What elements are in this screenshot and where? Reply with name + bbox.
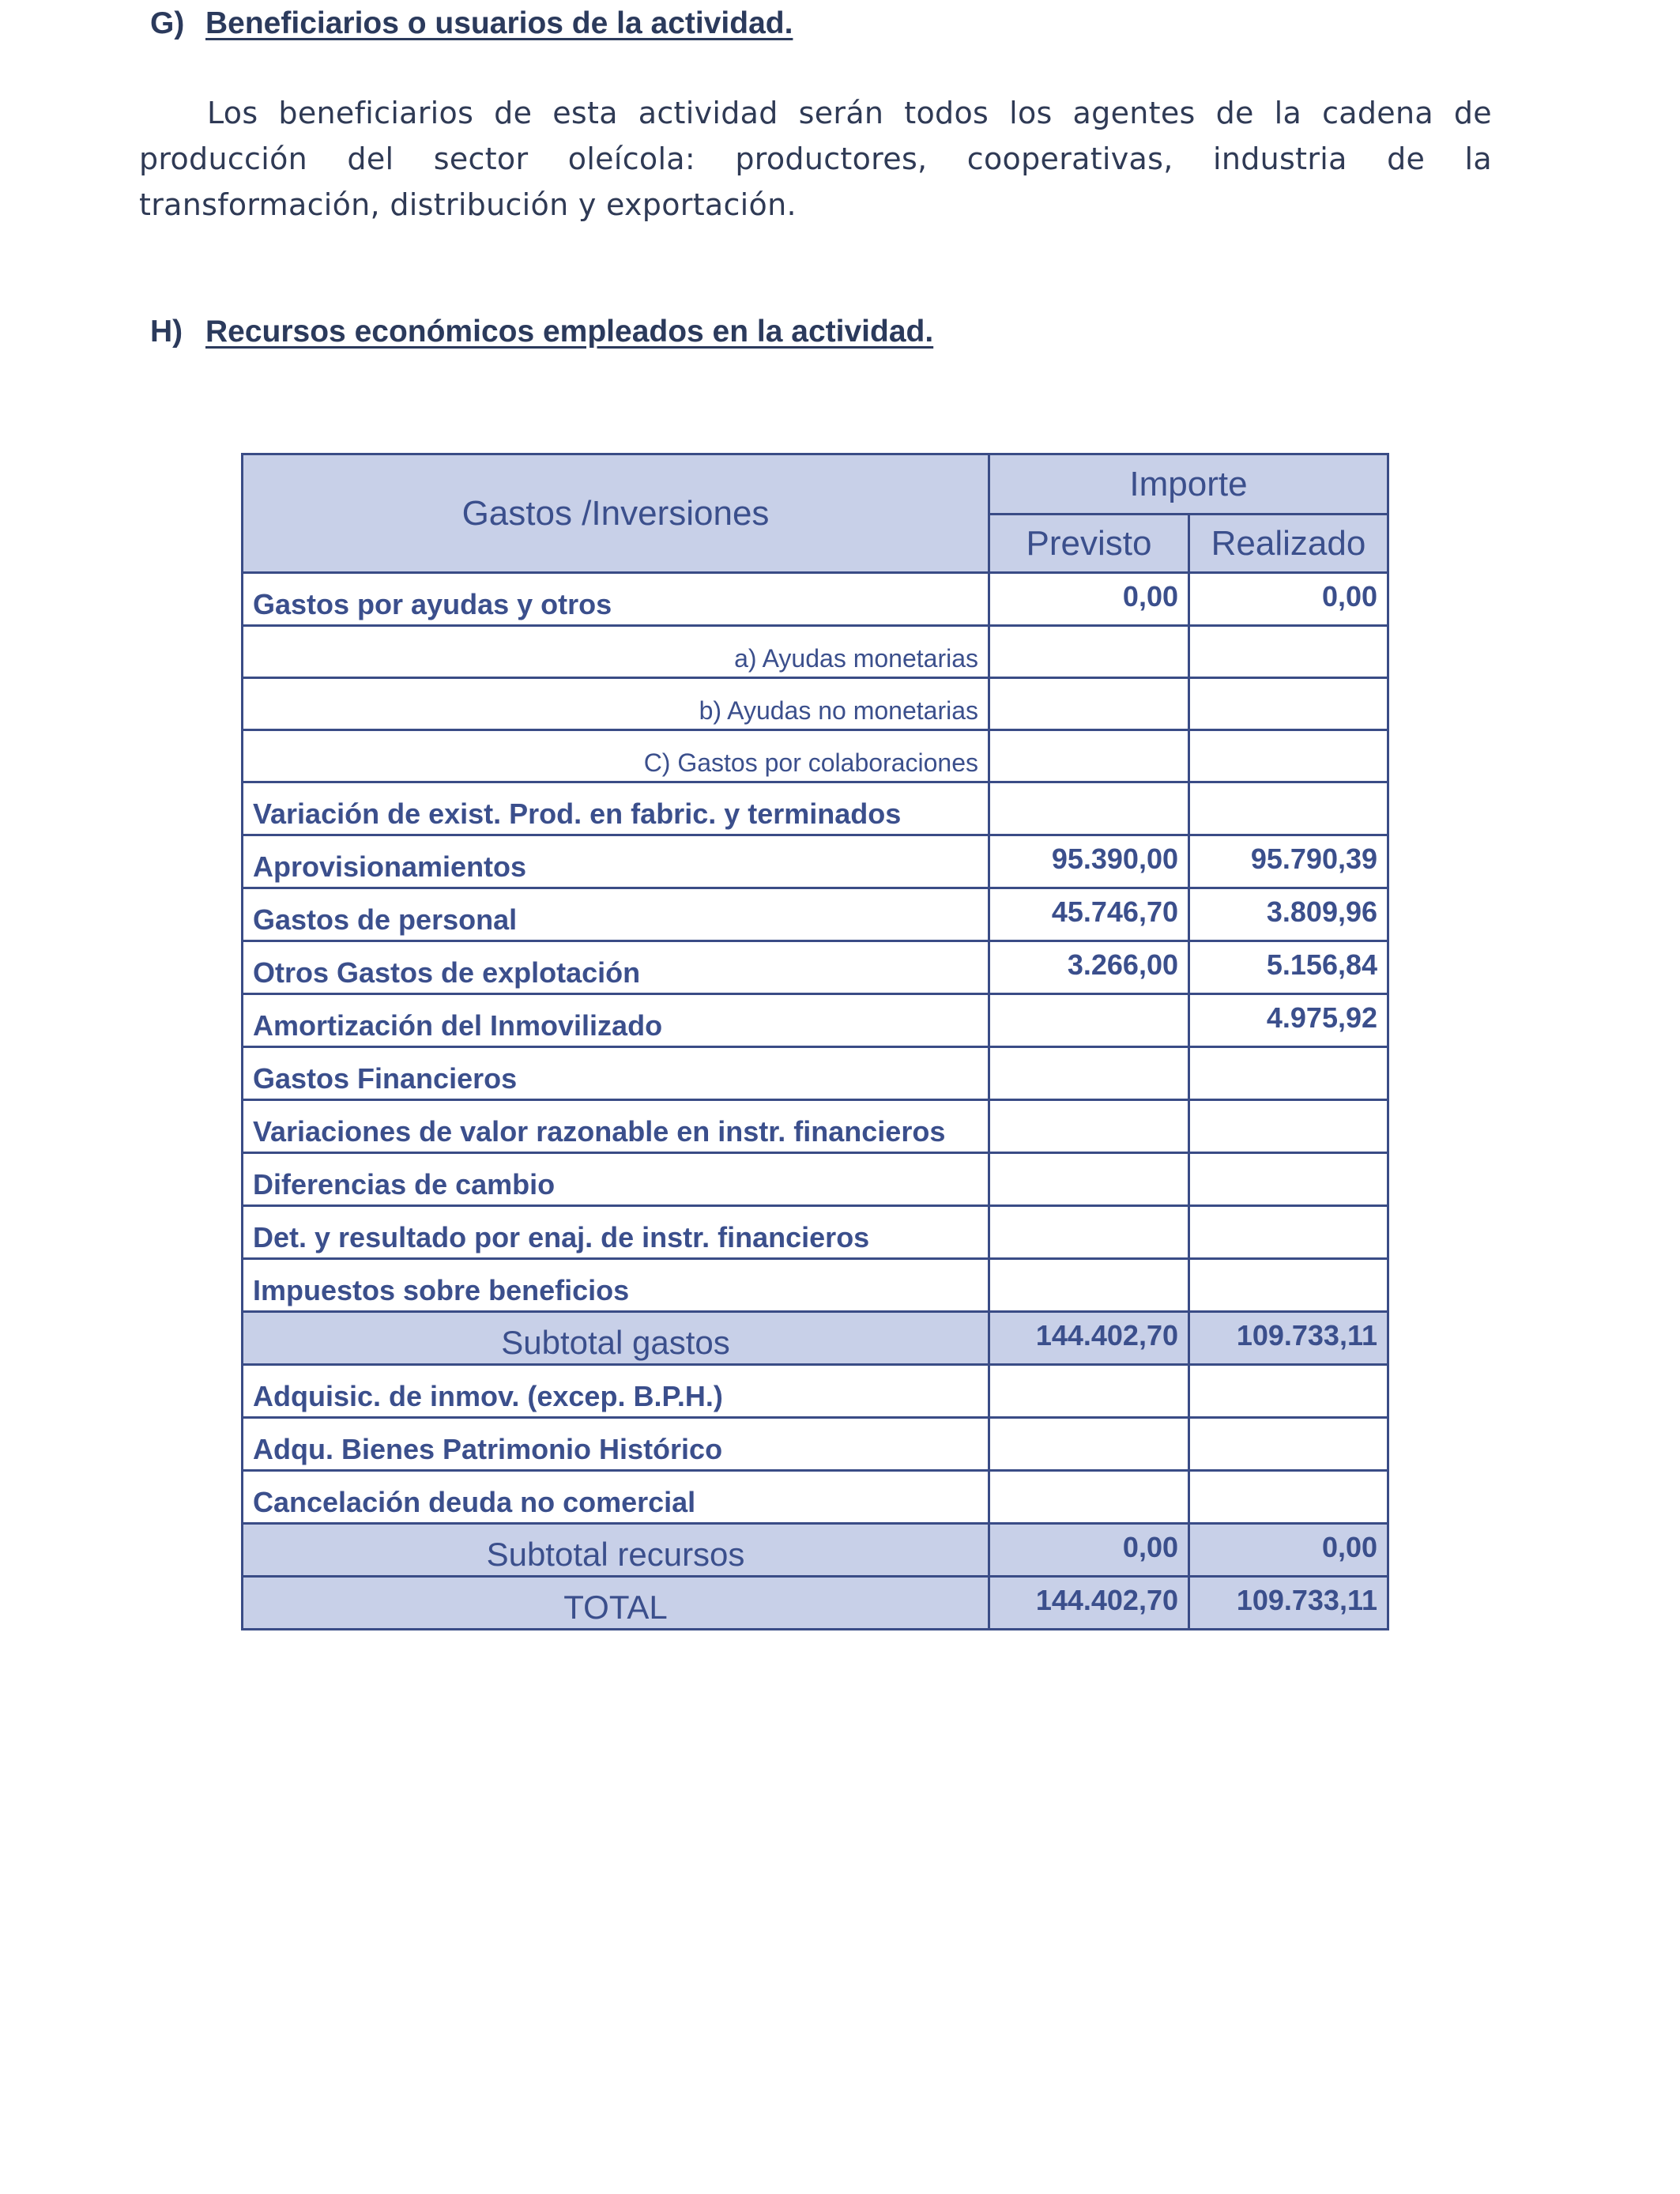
row-previsto xyxy=(989,1206,1189,1259)
table-row xyxy=(243,573,1388,626)
row-realizado: 95.790,39 xyxy=(1189,835,1388,888)
row-previsto: 144.402,70 xyxy=(989,1577,1189,1630)
table-row xyxy=(243,941,1388,994)
section-h-title: Recursos económicos empleados en la actividad. xyxy=(205,315,934,349)
section-g-title: Beneficiarios o usuarios de la actividad. xyxy=(205,6,793,40)
row-label: Cancelación deuda no comercial xyxy=(243,1471,989,1524)
row-previsto xyxy=(989,1047,1189,1100)
section-g-heading xyxy=(150,6,793,41)
row-label: Otros Gastos de explotación xyxy=(243,941,989,994)
table-row xyxy=(243,626,1388,678)
row-realizado xyxy=(1189,1471,1388,1524)
table-row xyxy=(243,1259,1388,1312)
row-previsto xyxy=(989,1100,1189,1153)
table-row xyxy=(243,730,1388,782)
row-label: b) Ayudas no monetarias xyxy=(243,678,989,730)
row-previsto xyxy=(989,994,1189,1047)
total-row xyxy=(243,1577,1388,1630)
row-realizado xyxy=(1189,730,1388,782)
row-realizado: 109.733,11 xyxy=(1189,1577,1388,1630)
row-previsto xyxy=(989,782,1189,835)
row-realizado: 109.733,11 xyxy=(1189,1312,1388,1365)
row-previsto: 0,00 xyxy=(989,1524,1189,1577)
row-realizado xyxy=(1189,1259,1388,1312)
row-realizado xyxy=(1189,1418,1388,1471)
section-g-paragraph: Los beneficiarios de esta actividad serán todos los agentes de la cadena de producción del sector oleícola: productores, cooperativas, industria de la transformación, distribución y exportación. xyxy=(139,96,1492,222)
row-label: Aprovisionamientos xyxy=(243,835,989,888)
table-row xyxy=(243,1418,1388,1471)
row-previsto xyxy=(989,1418,1189,1471)
row-realizado: 0,00 xyxy=(1189,1524,1388,1577)
row-previsto: 3.266,00 xyxy=(989,941,1189,994)
subtotal-recursos-row xyxy=(243,1524,1388,1577)
table-row xyxy=(243,1365,1388,1418)
row-previsto xyxy=(989,678,1189,730)
table-row xyxy=(243,1047,1388,1100)
header-gastos-inversiones: Gastos /Inversiones xyxy=(243,454,989,573)
row-realizado: 0,00 xyxy=(1189,573,1388,626)
row-label: Variaciones de valor razonable en instr. financieros xyxy=(243,1100,989,1153)
table-row xyxy=(243,1206,1388,1259)
table-row xyxy=(243,1100,1388,1153)
row-label: Amortización del Inmovilizado xyxy=(243,994,989,1047)
row-label: Variación de exist. Prod. en fabric. y terminados xyxy=(243,782,989,835)
row-previsto: 0,00 xyxy=(989,573,1189,626)
row-previsto xyxy=(989,730,1189,782)
row-label: Subtotal gastos xyxy=(243,1312,989,1365)
section-g-letter: G) xyxy=(150,6,185,40)
row-label: TOTAL xyxy=(243,1577,989,1630)
row-label: Subtotal recursos xyxy=(243,1524,989,1577)
table-row xyxy=(243,782,1388,835)
row-previsto: 95.390,00 xyxy=(989,835,1189,888)
subtotal-gastos-row xyxy=(243,1312,1388,1365)
row-realizado xyxy=(1189,678,1388,730)
row-realizado: 5.156,84 xyxy=(1189,941,1388,994)
row-realizado xyxy=(1189,1153,1388,1206)
row-label: C) Gastos por colaboraciones xyxy=(243,730,989,782)
row-realizado xyxy=(1189,1365,1388,1418)
header-importe: Importe xyxy=(989,454,1388,515)
row-realizado xyxy=(1189,626,1388,678)
row-label: Gastos de personal xyxy=(243,888,989,941)
section-h-letter: H) xyxy=(150,315,183,349)
row-realizado: 4.975,92 xyxy=(1189,994,1388,1047)
header-previsto: Previsto xyxy=(989,515,1189,573)
row-label: Det. y resultado por enaj. de instr. financieros xyxy=(243,1206,989,1259)
row-label: a) Ayudas monetarias xyxy=(243,626,989,678)
table-row xyxy=(243,888,1388,941)
row-previsto xyxy=(989,1471,1189,1524)
row-previsto xyxy=(989,626,1189,678)
row-previsto xyxy=(989,1365,1189,1418)
row-realizado xyxy=(1189,782,1388,835)
table-row xyxy=(243,835,1388,888)
row-previsto xyxy=(989,1259,1189,1312)
section-h-heading xyxy=(150,315,933,349)
row-previsto: 144.402,70 xyxy=(989,1312,1189,1365)
table-row xyxy=(243,678,1388,730)
row-label: Gastos Financieros xyxy=(243,1047,989,1100)
table-row xyxy=(243,1471,1388,1524)
header-realizado: Realizado xyxy=(1189,515,1388,573)
row-realizado xyxy=(1189,1100,1388,1153)
row-label: Gastos por ayudas y otros xyxy=(243,573,989,626)
row-previsto xyxy=(989,1153,1189,1206)
row-realizado: 3.809,96 xyxy=(1189,888,1388,941)
table-row xyxy=(243,994,1388,1047)
table-row xyxy=(243,1153,1388,1206)
row-previsto: 45.746,70 xyxy=(989,888,1189,941)
row-realizado xyxy=(1189,1206,1388,1259)
row-label: Diferencias de cambio xyxy=(243,1153,989,1206)
row-realizado xyxy=(1189,1047,1388,1100)
row-label: Adqu. Bienes Patrimonio Histórico xyxy=(243,1418,989,1471)
row-label: Impuestos sobre beneficios xyxy=(243,1259,989,1312)
resources-table xyxy=(241,453,1389,1630)
row-label: Adquisic. de inmov. (excep. B.P.H.) xyxy=(243,1365,989,1418)
